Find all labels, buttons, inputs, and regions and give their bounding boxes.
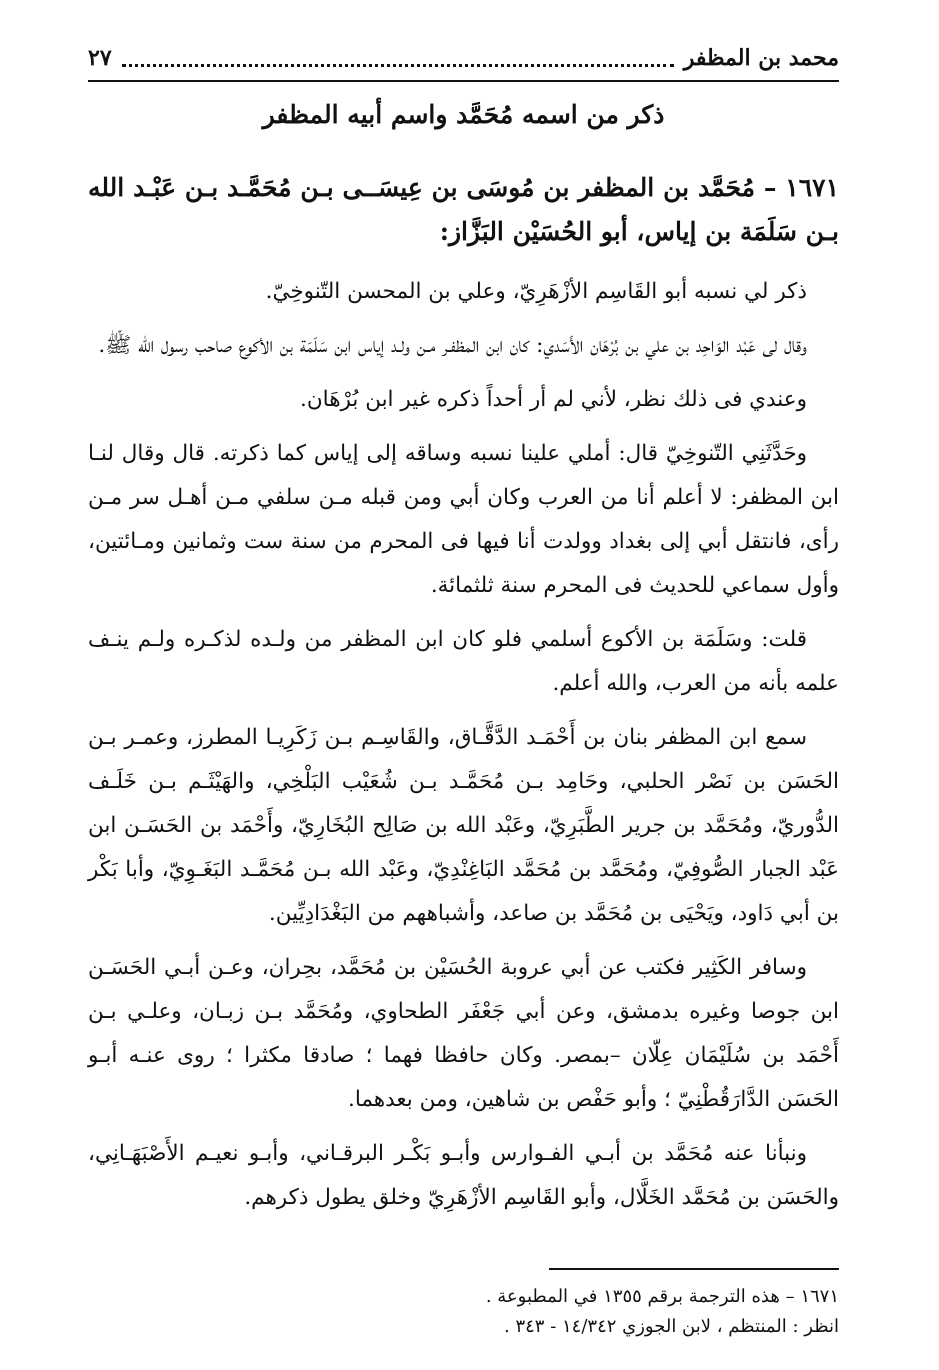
paragraph: وحَدَّثَنِي التّنوخِيّ قال: أملي علينا نسبه وساقه إلى إياس كما ذكرته. قال وقال لنـا ابن المظفر: لا أعلم أنا من العرب وكان أبي ومن قبله مـن سلفي مـن أهـل سر مـن رأى، فانتقل أبي إلى بغداد وولدت أنا فيها فى المحرم من سنة ست وثمانين ومـائتين، وأول سماعي للحديث فى المحرم سنة ثلثمائة. (88, 441, 839, 598)
running-header (88, 40, 839, 76)
body-text (88, 270, 839, 1230)
paragraph: قلت: وسَلَمَة بن الأكوع أسلمي فلو كان ابن المظفر من ولـده لذكـره ولـم ينـف علمه بأنه من العرب، والله أعلم. (88, 627, 839, 696)
footnotes (88, 1282, 839, 1342)
paragraph: وقال لى عَبْد الوَاحِد بن علي بن بُرْهَان الأَسَدي: كان ابن المظفـر مـن ولـد إياس ابن سَلَمَة بن الأكوع صاحب رسول الله ﷺ. (98, 333, 807, 358)
footnote: انظر : المنتظم ، لابن الجوزي ١٤/٣٤٢ - ٣٤٣ . (504, 1316, 839, 1337)
page-number: ٢٧ (88, 45, 112, 71)
footnote: ١٦٧١ – هذه الترجمة برقم ١٣٥٥ في المطبوعة . (485, 1286, 839, 1307)
dotted-leader (122, 50, 674, 67)
paragraph: سمع ابن المظفر بنان بن أَحْمَـد الدَّقَّـاق، والقَاسِـم بـن زَكَرِيـا المطرز، وعمـر بـن الحَسَن بن نَصْر الحلبي، وحَامِد بـن مُحَمَّـد بـن شُعَيْب البَلْخِي، والهَيْثَـم بـن خَلَـف الدُّوريّ، ومُحَمَّد بن جرير الطَّبَرِيّ، وعَبْد الله بن صَالِح البُخَارِيّ، وأَحْمَد بن الحَسَـن ابن عَبْد الجبار الصُّوفِيّ، ومُحَمَّد بن مُحَمَّد البَاغِنْدِيّ، وعَبْد الله بـن مُحَمَّـد البَغَـوِيّ، وأبا بَكْر بن أبي دَاود، ويَحْيَى بن مُحَمَّد بن صاعد، وأشباههم من البَغْدَادِيِّين. (88, 725, 839, 926)
paragraph: وسافر الكَثِير فكتب عن أبي عروبة الحُسَيْن بن مُحَمَّد، بحِران، وعـن أبـي الحَسَـن ابن جوصا وغيره بدمشق، وعن أبي جَعْفَر الطحاوي، ومُحَمَّد بـن زبـان، وعلـي بـن أَحْمَد بن سُلَيْمَان عِلّان –بمصر. وكان حافظا فهما ؛ صادقا مكثرا ؛ روى عنـه أبـو الحَسَن الدَّارَقُطْنِيّ ؛ وأبو حَفْص بن شاهين، ومن بعدهما. (88, 955, 839, 1112)
paragraph: ونبأنا عنه مُحَمَّد بن أبـي الفـوارس وأبـو بَكْـر البرقـاني، وأبـو نعيـم الأَصْبَهَـانِي، والحَسَن بن مُحَمَّد الخَلَّال، وأبو القَاسِم الأزْهَرِيّ وخلق يطول ذكرهم. (88, 1141, 839, 1210)
entry-heading: ١٦٧١ – مُحَمَّد بن المظفر بن مُوسَى بن عِيسَــى بـن مُحَمَّـد بـن عَبْـد الله بـن سَلَمَة بن إياس، أبو الحُسَيْن البَزَّاز: (88, 173, 839, 246)
header-rule (88, 80, 839, 82)
running-header-title: محمد بن المظفر (683, 45, 839, 71)
paragraph: ذكر لي نسبه أبو القَاسِم الأزْهَرِيّ، وعلي بن المحسن التّنوخِيّ. (265, 279, 807, 304)
footnote-rule (549, 1268, 839, 1270)
section-heading: ذكر من اسمه مُحَمَّد واسم أبيه المظفر (262, 100, 665, 129)
paragraph: وعندي فى ذلك نظر، لأني لم أر أحداً ذكره غير ابن بُرْهَان. (300, 387, 807, 412)
